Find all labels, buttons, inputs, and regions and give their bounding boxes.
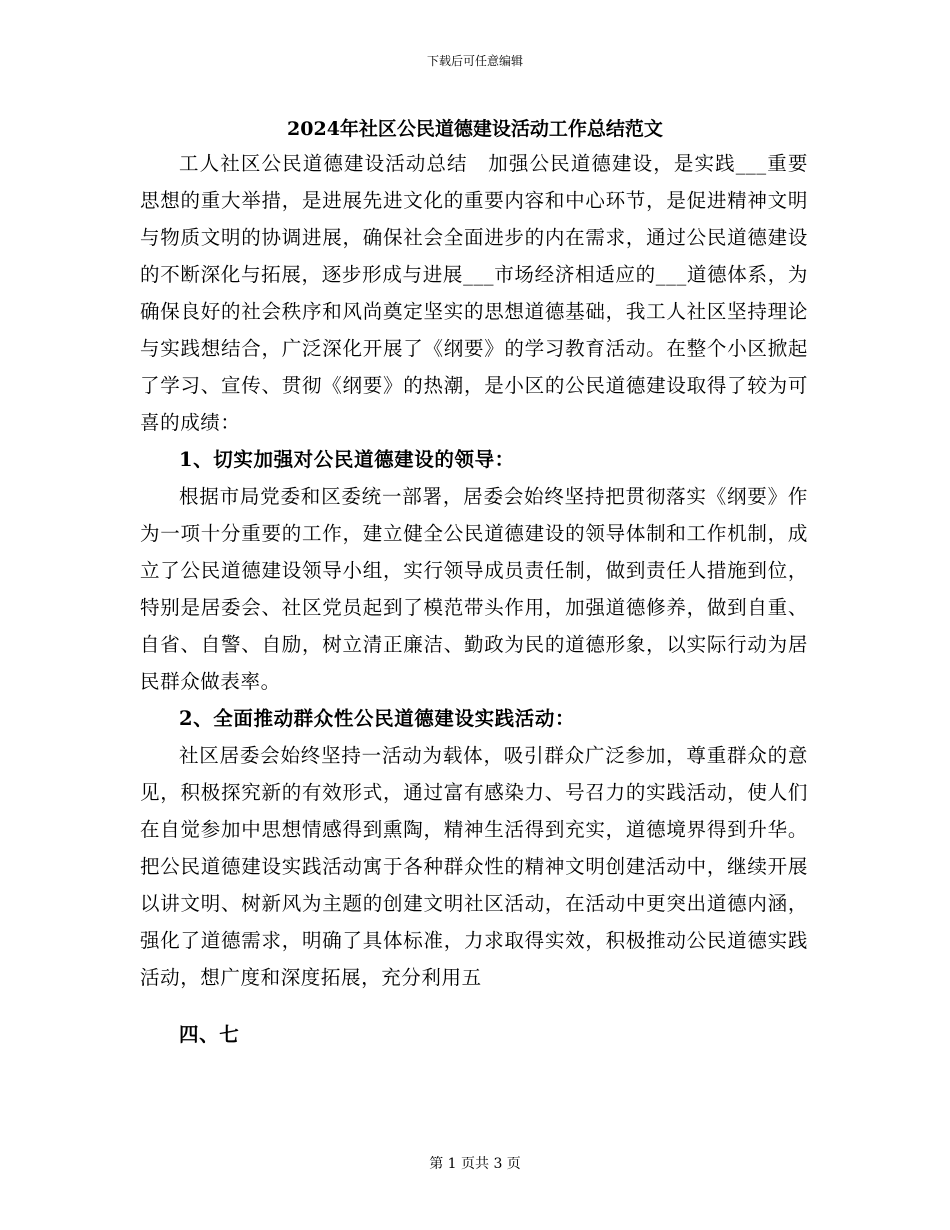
- section-2-paragraph: 社区居委会始终坚持一活动为载体，吸引群众广泛参加，尊重群众的意见，积极探究新的有效形式，通过富有感染力、号召力的实践活动，使人们在自觉参加中思想情感得到熏陶，精神生活得到充实，道德境界得到升华。把公民道德建设实践活动寓于各种群众性的精神文明创建活动中，继续开展以讲文明、树新风为主题的创建文明社区活动，在活动中更突出道德内涵，强化了道德需求，明确了具体标准，力求取得实效，积极推动公民道德实践活动，想广度和深度拓展，充分利用五: [140, 744, 808, 989]
- section-1-paragraph: 根据市局党委和区委统一部署，居委会始终坚持把贯彻落实《纲要》作为一项十分重要的工作，建立健全公民道德建设的领导体制和工作机制，成立了公民道德建设领导小组，实行领导成员责任制，做到责任人措施到位，特别是居委会、社区党员起到了模范带头作用，加强道德修养，做到自重、自省、自警、自励，树立清正廉洁、勤政为民的道德形象，以实际行动为居民群众做表率。: [140, 485, 808, 693]
- section-1-heading: 1、切实加强对公民道德建设的领导：: [179, 448, 515, 471]
- section-2-heading: 2、全面推动群众性公民道德建设实践活动：: [179, 707, 576, 730]
- page-header: 下载后可任意编辑: [426, 54, 523, 68]
- document-title: 2024年社区公民道德建设活动工作总结范文: [287, 118, 663, 140]
- intro-paragraph: 工人社区公民道德建设活动总结 加强公民道德建设，是实践___重要思想的重大举措，是进展先进文化的重要内容和中心环节，是促进精神文明与物质文明的协调进展，确保社会全面进步的内在需求，通过公民道德建设的不断深化与拓展，逐步形成与进展___市场经济相适应的___道德体系，为确保良好的社会秩序和风尚奠定坚实的思想道德基础，我工人社区坚持理论与实践想结合，广泛深化开展了《纲要》的学习教育活动。在整个小区掀起了学习、宣传、贯彻《纲要》的热潮，是小区的公民道德建设取得了较为可喜的成绩：: [140, 152, 808, 434]
- paragraph-gap: [140, 996, 808, 1016]
- document-body: [140, 145, 808, 1053]
- section-3-heading: 四、七: [179, 1023, 240, 1046]
- page-footer: 第 1 页共 3 页: [429, 1156, 521, 1172]
